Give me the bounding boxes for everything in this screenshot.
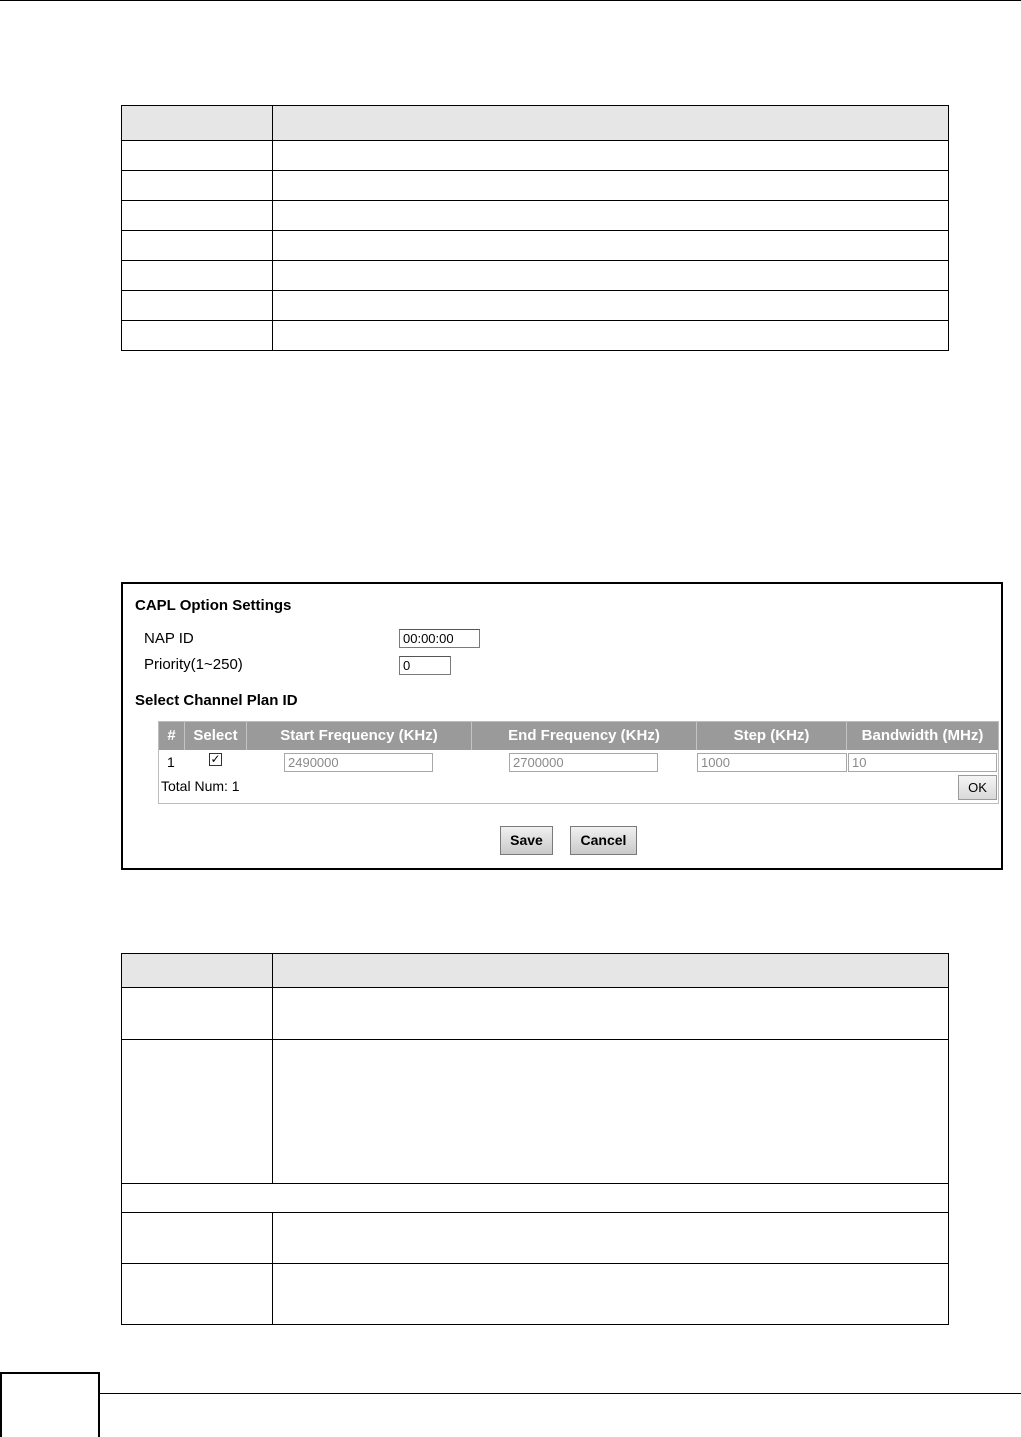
start-frequency-input[interactable] bbox=[284, 753, 433, 772]
capl-option-settings-panel bbox=[121, 582, 1003, 870]
table-header-cell bbox=[273, 106, 949, 141]
footer-rule bbox=[100, 1393, 1021, 1394]
channel-plan-grid bbox=[158, 721, 999, 804]
table-row bbox=[122, 201, 949, 231]
col-end-frequency-header: End Frequency (KHz) bbox=[472, 722, 697, 750]
total-count: Total Num: 1 bbox=[161, 778, 240, 794]
cancel-button[interactable]: Cancel bbox=[570, 826, 637, 855]
page-number-box bbox=[0, 1372, 100, 1437]
col-index-header: # bbox=[159, 722, 185, 750]
table-header-cell bbox=[273, 954, 949, 988]
table-row bbox=[122, 261, 949, 291]
table-row bbox=[122, 1184, 949, 1213]
bandwidth-input[interactable] bbox=[848, 753, 997, 772]
save-button[interactable]: Save bbox=[500, 826, 553, 855]
col-bandwidth-header: Bandwidth (MHz) bbox=[861, 727, 984, 744]
table-row bbox=[122, 291, 949, 321]
ok-button[interactable]: OK bbox=[958, 775, 997, 800]
nap-id-label: NAP ID bbox=[144, 630, 194, 647]
table-row bbox=[122, 1213, 949, 1264]
table-row bbox=[122, 321, 949, 351]
table-row bbox=[122, 988, 949, 1040]
col-start-frequency-header: Start Frequency (KHz) bbox=[247, 722, 472, 750]
step-input[interactable] bbox=[697, 753, 847, 772]
priority-label: Priority(1~250) bbox=[144, 656, 243, 673]
section-title: Select Channel Plan ID bbox=[135, 692, 298, 709]
table-row bbox=[122, 231, 949, 261]
description-table-bottom bbox=[121, 953, 949, 1325]
grid-header bbox=[159, 722, 998, 750]
select-checkbox[interactable]: ✓ bbox=[210, 752, 221, 766]
table-row bbox=[122, 141, 949, 171]
header-rule bbox=[0, 0, 1021, 1]
panel-title: CAPL Option Settings bbox=[135, 597, 292, 614]
table-row bbox=[122, 171, 949, 201]
table-header-cell bbox=[122, 106, 273, 141]
row-index: 1 bbox=[167, 754, 175, 770]
end-frequency-input[interactable] bbox=[509, 753, 658, 772]
col-step-header: Step (KHz) bbox=[697, 722, 847, 750]
table-row bbox=[122, 1040, 949, 1184]
col-select-header: Select bbox=[185, 722, 247, 750]
table-header-cell bbox=[122, 954, 273, 988]
description-table-top bbox=[121, 105, 949, 351]
priority-input[interactable] bbox=[399, 656, 451, 675]
table-row bbox=[122, 1264, 949, 1325]
nap-id-input[interactable] bbox=[399, 629, 480, 648]
